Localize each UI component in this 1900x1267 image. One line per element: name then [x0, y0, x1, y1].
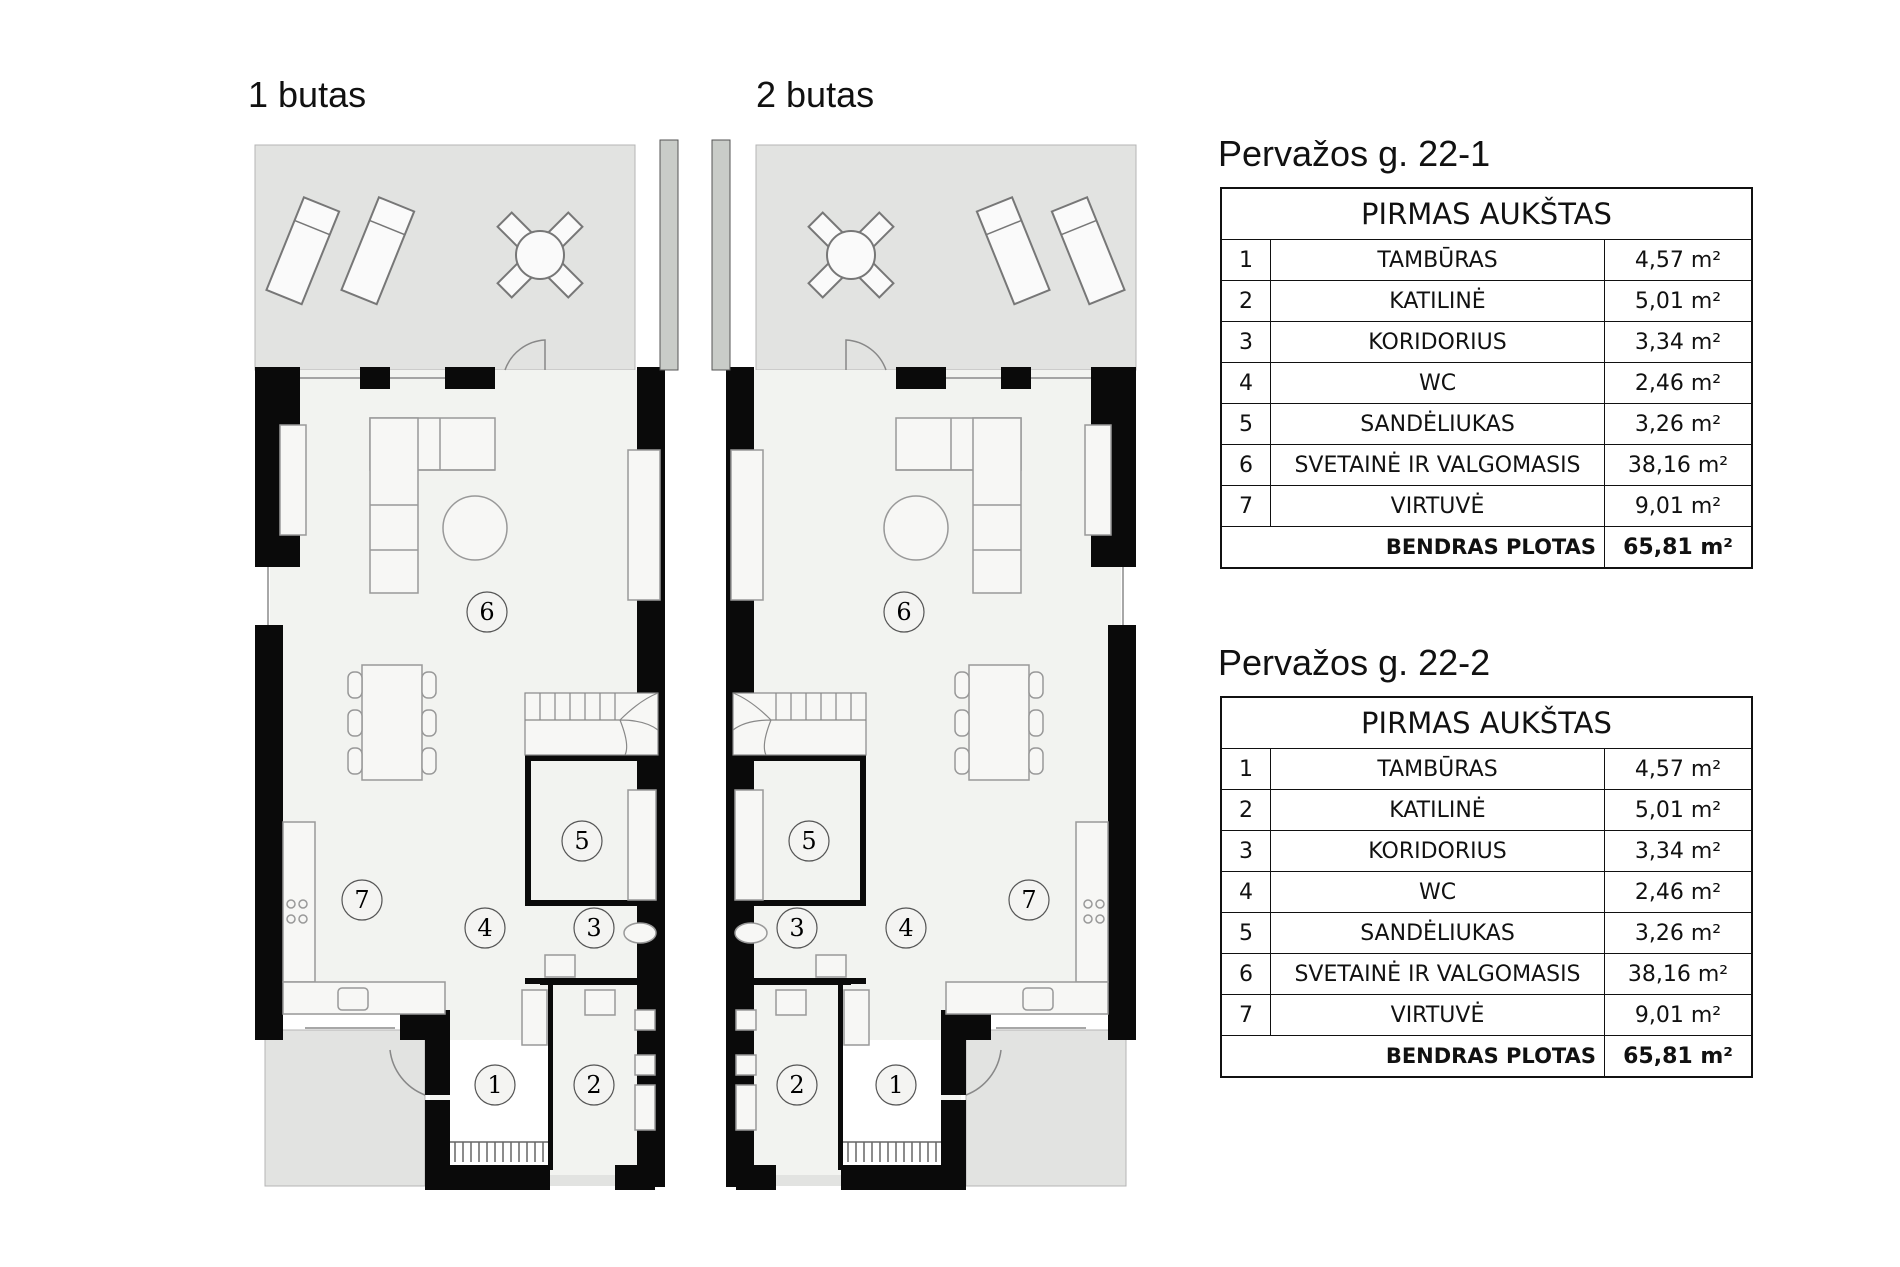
- table-row: 3 KORIDORIUS 3,34 m²: [1221, 831, 1752, 872]
- total-row: BENDRAS PLOTAS 65,81 m²: [1221, 1036, 1752, 1078]
- room-number: 3: [789, 914, 805, 942]
- room-number: 5: [801, 827, 817, 855]
- room-number: 1: [888, 1071, 904, 1099]
- table-row: 2 KATILINĖ 5,01 m²: [1221, 790, 1752, 831]
- table-row: 1 TAMBŪRAS 4,57 m²: [1221, 240, 1752, 281]
- table-row: 7 VIRTUVĖ 9,01 m²: [1221, 486, 1752, 527]
- table-row: 5 SANDĖLIUKAS 3,26 m²: [1221, 404, 1752, 445]
- table-1: [1220, 187, 1753, 569]
- table-row: 2 KATILINĖ 5,01 m²: [1221, 281, 1752, 322]
- total-row: BENDRAS PLOTAS 65,81 m²: [1221, 527, 1752, 569]
- unit-1-label: 1 butas: [248, 74, 367, 115]
- table-row: 6 SVETAINĖ IR VALGOMASIS 38,16 m²: [1221, 954, 1752, 995]
- room-number: 2: [789, 1071, 805, 1099]
- room-number: 6: [896, 598, 912, 626]
- room-number: 7: [1021, 886, 1037, 914]
- table-row: 4 WC 2,46 m²: [1221, 872, 1752, 913]
- table-row: 1 TAMBŪRAS 4,57 m²: [1221, 749, 1752, 790]
- room-number: 4: [898, 914, 914, 942]
- room-number: 1: [487, 1071, 503, 1099]
- table-2: [1220, 696, 1753, 1078]
- table-row: 5 SANDĖLIUKAS 3,26 m²: [1221, 913, 1752, 954]
- table-row: 4 WC 2,46 m²: [1221, 363, 1752, 404]
- unit-2-label: 2 butas: [756, 74, 875, 115]
- room-number: 5: [574, 827, 590, 855]
- table-row: 7 VIRTUVĖ 9,01 m²: [1221, 995, 1752, 1036]
- table-row: 6 SVETAINĖ IR VALGOMASIS 38,16 m²: [1221, 445, 1752, 486]
- floor-heading: PIRMAS AUKŠTAS: [1221, 188, 1752, 240]
- address-2: Pervažos g. 22-2: [1218, 642, 1491, 683]
- room-number: 6: [479, 598, 495, 626]
- floor-heading: PIRMAS AUKŠTAS: [1221, 697, 1752, 749]
- room-number: 4: [477, 914, 493, 942]
- area-table-1: [1220, 128, 1753, 569]
- area-table-2: [1220, 637, 1753, 1078]
- hedge: [660, 140, 730, 370]
- table-row: 3 KORIDORIUS 3,34 m²: [1221, 322, 1752, 363]
- room-number: 7: [354, 886, 370, 914]
- address-1: Pervažos g. 22-1: [1218, 133, 1491, 174]
- room-number: 2: [586, 1071, 602, 1099]
- room-number: 3: [586, 914, 602, 942]
